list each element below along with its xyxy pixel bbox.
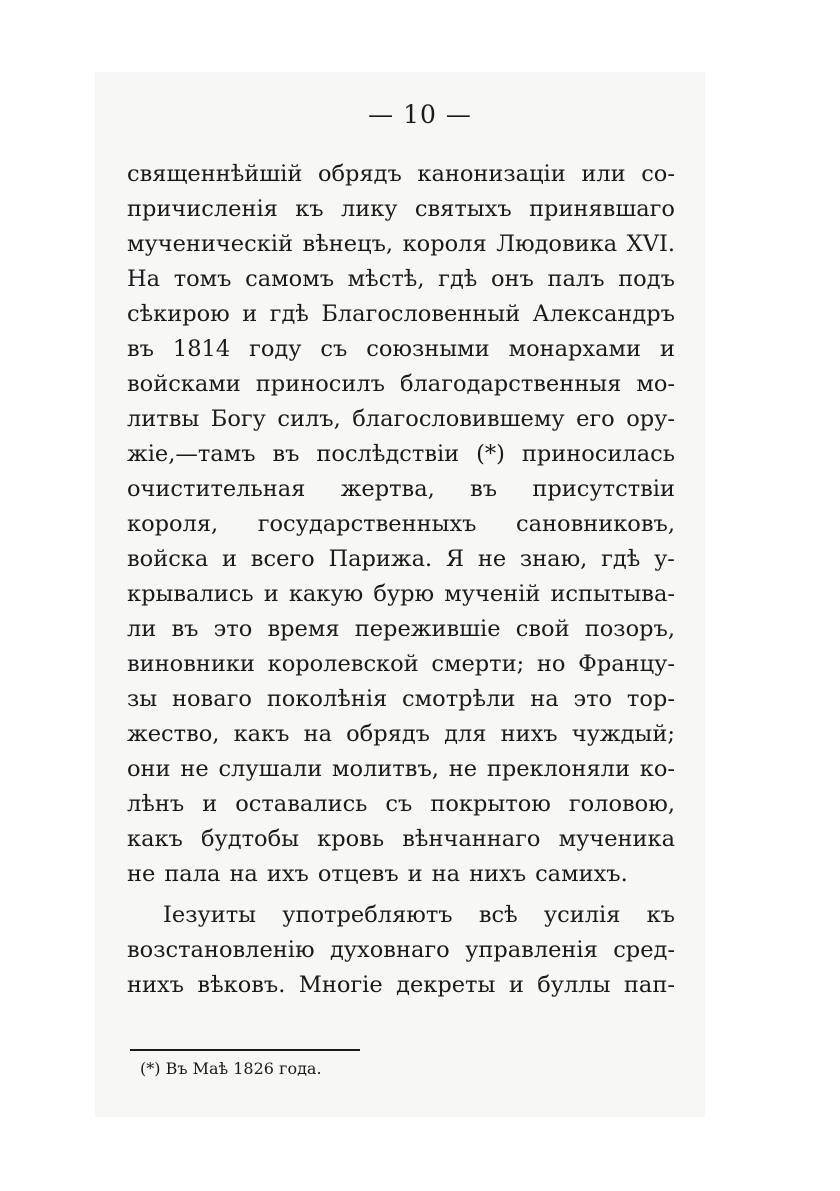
- word: мо-: [636, 371, 675, 397]
- word: зы: [127, 686, 158, 712]
- word: оставались: [235, 791, 368, 817]
- word: слушали: [218, 756, 323, 782]
- word: короля: [402, 231, 487, 257]
- word: обрядъ: [317, 161, 402, 187]
- word: самихъ.: [535, 861, 628, 887]
- text-line: [127, 332, 675, 367]
- word: мученика: [558, 826, 675, 852]
- word: тор-: [626, 686, 675, 712]
- text-line: [127, 262, 675, 297]
- word: но: [536, 651, 566, 677]
- word: подъ: [618, 266, 675, 292]
- text-line: [127, 367, 675, 402]
- word: благодарственныя: [399, 371, 622, 397]
- word: XVI.: [626, 231, 675, 257]
- word: со-: [641, 161, 675, 187]
- word: гдѣ: [269, 301, 309, 327]
- word: На: [127, 266, 161, 292]
- word: употребляютъ: [282, 902, 453, 928]
- word: Александръ: [532, 301, 675, 327]
- word: гдѣ: [601, 546, 641, 572]
- word: вѣковъ.: [197, 972, 286, 998]
- word: 1814: [172, 336, 231, 362]
- word: канонизаціи: [417, 161, 566, 187]
- word: въ: [470, 476, 498, 502]
- word: королевской: [267, 651, 419, 677]
- paragraph: [127, 157, 675, 892]
- word: время: [267, 616, 340, 642]
- word: въ: [171, 616, 199, 642]
- word: всѣ: [478, 902, 518, 928]
- word: управленія: [465, 937, 598, 963]
- word: войска: [127, 546, 209, 572]
- word: ихъ: [266, 861, 309, 887]
- word: покрытою: [430, 791, 551, 817]
- word: и: [222, 546, 238, 572]
- word: крывались: [127, 581, 254, 607]
- text-line: [127, 898, 675, 933]
- word: на: [303, 721, 332, 747]
- footnote-rule: [130, 1049, 360, 1051]
- word: молитвъ,: [332, 756, 439, 782]
- word: и: [659, 336, 675, 362]
- word: не: [477, 546, 507, 572]
- text-line: [127, 968, 675, 1003]
- word: жіе,—тамъ: [127, 441, 256, 467]
- word: мученическій: [127, 231, 293, 257]
- word: войсками: [127, 371, 241, 397]
- word: очистительная: [127, 476, 306, 502]
- word: палъ: [547, 266, 605, 292]
- word: не: [448, 756, 478, 782]
- word: священнѣйшій: [127, 161, 303, 187]
- text-line: [127, 787, 675, 822]
- text-line: [127, 933, 675, 968]
- footnote: (*) Въ Маѣ 1826 года.: [140, 1059, 322, 1078]
- word: вѣнчаннаго: [402, 826, 541, 852]
- word: Благословенный: [321, 301, 521, 327]
- word: пала: [164, 861, 221, 887]
- text-line: [127, 752, 675, 787]
- word: государственныхъ: [257, 511, 477, 537]
- word: на: [229, 861, 258, 887]
- word: кровь: [317, 826, 385, 852]
- word: какую: [288, 581, 364, 607]
- word: это: [213, 616, 253, 642]
- word: онъ: [491, 266, 534, 292]
- word: мученій: [444, 581, 541, 607]
- word: Людовика: [496, 231, 618, 257]
- word: свой: [515, 616, 570, 642]
- body-text: [127, 157, 675, 1003]
- text-line: [127, 507, 675, 542]
- word: испытыва-: [550, 581, 675, 607]
- word: возстановленію: [127, 937, 315, 963]
- word: усилія: [543, 902, 621, 928]
- word: для: [444, 721, 487, 747]
- word: (*): [476, 441, 505, 467]
- text-line: [127, 437, 675, 472]
- word: монархами: [508, 336, 642, 362]
- word: приносилась: [521, 441, 675, 467]
- text-line: [127, 192, 675, 227]
- word: или: [581, 161, 626, 187]
- word: нихъ: [469, 861, 527, 887]
- text-line: [127, 682, 675, 717]
- word: лику: [340, 196, 398, 222]
- word: нихъ: [127, 972, 184, 998]
- word: духовнаго: [329, 937, 450, 963]
- word: всего: [250, 546, 315, 572]
- word: пап-: [623, 972, 675, 998]
- word: самомъ: [245, 266, 335, 292]
- word: Іезуиты: [163, 902, 257, 928]
- word: смерти;: [431, 651, 525, 677]
- text-line: [127, 297, 675, 332]
- word: Я: [445, 546, 465, 572]
- word: сановниковъ,: [516, 511, 675, 537]
- text-line: [127, 612, 675, 647]
- text-line: [127, 577, 675, 612]
- word: жество,: [127, 721, 220, 747]
- word: какъ: [127, 826, 183, 852]
- word: поколѣнія: [266, 686, 388, 712]
- word: принявшаго: [529, 196, 675, 222]
- word: виновники: [127, 651, 255, 677]
- text-line: [127, 227, 675, 262]
- word: отцевъ: [317, 861, 399, 887]
- word: это: [573, 686, 613, 712]
- word: не: [180, 756, 209, 782]
- word: на: [530, 686, 559, 712]
- word: и: [508, 972, 524, 998]
- word: они: [127, 756, 171, 782]
- word: бурю: [373, 581, 435, 607]
- word: Многіе: [298, 972, 383, 998]
- word: ли: [127, 616, 157, 642]
- word: головою,: [568, 791, 675, 817]
- word: присутствіи: [532, 476, 675, 502]
- word: пережившіе: [354, 616, 501, 642]
- text-line: [127, 647, 675, 682]
- word: не: [127, 861, 156, 887]
- word: святыхъ: [414, 196, 512, 222]
- word: смотрѣли: [402, 686, 516, 712]
- word: силъ,: [277, 406, 341, 432]
- text-line: [127, 857, 675, 892]
- word: мѣстѣ,: [347, 266, 425, 292]
- word: съ: [385, 791, 413, 817]
- word: благословившему: [352, 406, 565, 432]
- word: его: [576, 406, 615, 432]
- word: у-: [654, 546, 675, 572]
- word: знаю,: [519, 546, 588, 572]
- word: преклоняли: [486, 756, 630, 782]
- word: короля,: [127, 511, 219, 537]
- word: къ: [295, 196, 324, 222]
- word: жертва,: [340, 476, 435, 502]
- word: декреты: [396, 972, 496, 998]
- word: позоръ,: [584, 616, 675, 642]
- text-line: [127, 717, 675, 752]
- word: къ: [646, 902, 675, 928]
- word: съ: [320, 336, 348, 362]
- word: вѣнецъ,: [302, 231, 394, 257]
- word: литвы: [127, 406, 200, 432]
- word: Богу: [210, 406, 266, 432]
- word: будтобы: [200, 826, 300, 852]
- page-number: — 10 —: [368, 100, 472, 129]
- word: Парижа.: [328, 546, 433, 572]
- word: союзными: [366, 336, 490, 362]
- word: году: [249, 336, 302, 362]
- word: лѣнъ: [127, 791, 185, 817]
- word: сѣкирою: [127, 301, 230, 327]
- word: новаго: [172, 686, 252, 712]
- word: какъ: [233, 721, 290, 747]
- text-line: [127, 822, 675, 857]
- word: сред-: [613, 937, 675, 963]
- text-line: [127, 542, 675, 577]
- word: томъ: [173, 266, 232, 292]
- word: нихъ: [500, 721, 558, 747]
- text-line: [127, 402, 675, 437]
- word: и: [202, 791, 218, 817]
- word: буллы: [537, 972, 611, 998]
- word: и: [242, 301, 258, 327]
- word: и: [263, 581, 279, 607]
- word: чуждый;: [571, 721, 675, 747]
- word: гдѣ: [438, 266, 478, 292]
- word: послѣдствіи: [316, 441, 460, 467]
- word: въ: [272, 441, 300, 467]
- word: причисленія: [127, 196, 278, 222]
- word: на: [431, 861, 461, 887]
- word: ору-: [626, 406, 675, 432]
- text-line: [127, 472, 675, 507]
- word: приносилъ: [255, 371, 385, 397]
- paragraph: [127, 898, 675, 1003]
- word: Францу-: [578, 651, 675, 677]
- word: и: [407, 861, 423, 887]
- word: ко-: [639, 756, 675, 782]
- text-line: [127, 157, 675, 192]
- word: обрядъ: [346, 721, 430, 747]
- word: въ: [127, 336, 154, 362]
